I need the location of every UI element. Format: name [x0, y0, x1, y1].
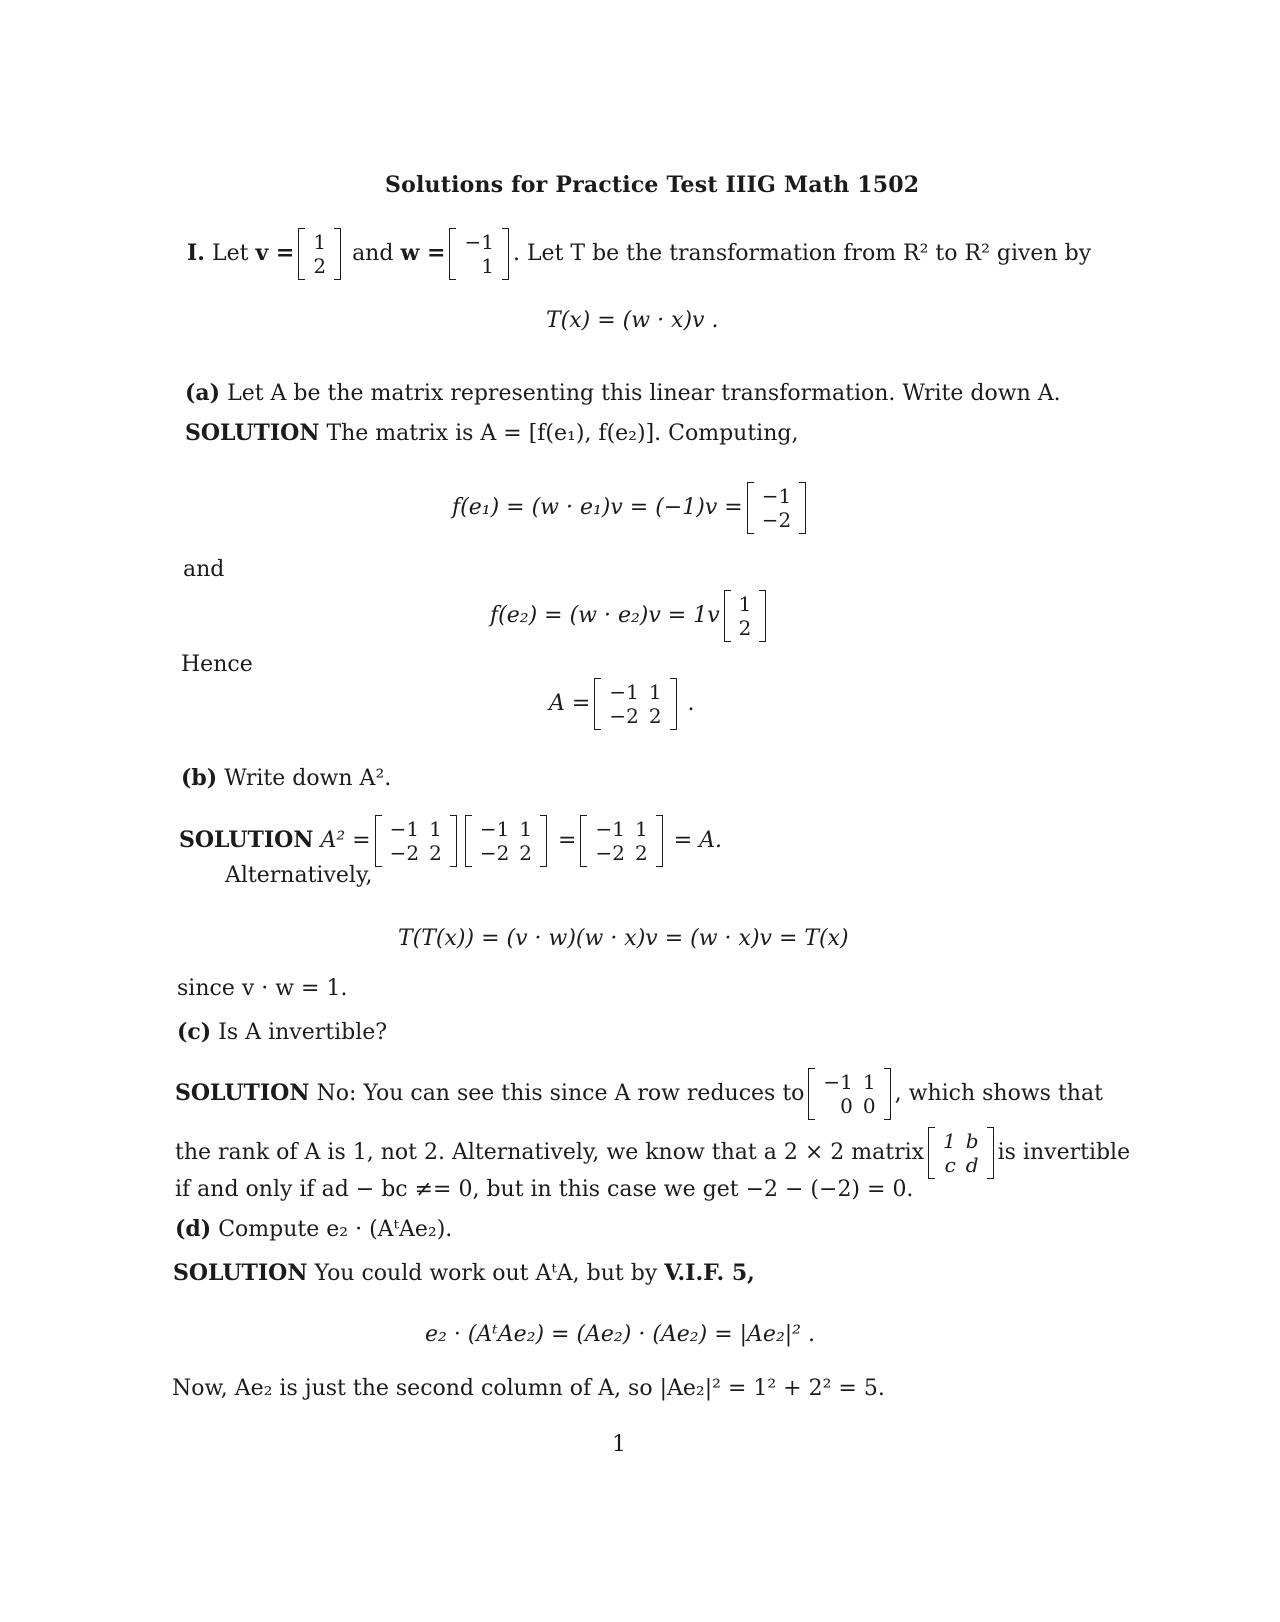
- solution-label: SOLUTION: [179, 827, 314, 853]
- since-text: since v · w = 1.: [177, 976, 348, 1001]
- matrix-entry: −1: [609, 680, 639, 704]
- part-c-question: [177, 1019, 387, 1046]
- part-c-label: (c): [177, 1019, 212, 1045]
- matrix-entry: 1: [648, 680, 662, 704]
- part-c-line2-b: is invertible: [997, 1140, 1131, 1165]
- part-d-conclusion: Now, Ae₂ is just the second column of A, so |Ae₂|² = 1² + 2² = 5.: [172, 1376, 885, 1401]
- eq3-period: .: [687, 691, 695, 716]
- matrix-entry: −1: [464, 230, 494, 254]
- a-squared-lhs: A² =: [320, 828, 371, 853]
- page-title: Solutions for Practice Test IIIG Math 1502: [385, 172, 920, 198]
- matrix-entry: b: [965, 1129, 979, 1153]
- eq1-text: f(e₁) = (w · e₁)v = (−1)v =: [452, 495, 743, 520]
- part-a-question-text: Let A be the matrix representing this linear transformation. Write down A.: [227, 381, 1061, 406]
- eq2-text: f(e₂) = (w · e₂)v = 1v: [490, 603, 720, 628]
- w-matrix: [449, 228, 508, 280]
- matrix-entry: 2: [313, 254, 327, 278]
- A-matrix: [594, 678, 676, 730]
- matrix-product: [580, 815, 662, 867]
- part-b-label: (b): [181, 765, 218, 791]
- part-a-solution-text: The matrix is A = [f(e₁), f(e₂)]. Computing,: [326, 421, 799, 446]
- matrix-entry: −2: [595, 841, 625, 865]
- part-c-line1-a: No: You can see this since A row reduces to: [316, 1081, 805, 1106]
- matrix-entry: −1: [389, 817, 420, 841]
- part-d-question-text: Compute e₂ · (AᵗAe₂).: [218, 1217, 453, 1242]
- matrix-entry: −2: [389, 841, 420, 865]
- matrix-entry: 1: [313, 230, 327, 254]
- part-b-question-text: Write down A².: [224, 766, 392, 791]
- matrix-entry: 1: [481, 254, 494, 278]
- part-c-line1-b: , which shows that: [894, 1081, 1103, 1106]
- matrix-entry: 1: [429, 817, 442, 841]
- part-d-label: (d): [175, 1216, 212, 1242]
- vif-reference: V.I.F. 5,: [664, 1260, 755, 1286]
- part-c-question-text: Is A invertible?: [218, 1020, 388, 1045]
- part-c-solution-line3: if and only if ad − bc ≠= 0, but in this case we get −2 − (−2) = 0.: [175, 1177, 914, 1202]
- part-c-solution-line1: [175, 1068, 1103, 1120]
- matrix-entry: 1: [519, 817, 533, 841]
- part-a-question: [185, 380, 1061, 407]
- matrix-entry: −1: [823, 1070, 853, 1094]
- part-a-eq1: [452, 482, 810, 534]
- matrix-entry: 2: [519, 841, 533, 865]
- equals-sign: =: [558, 828, 577, 853]
- matrix-entry: −1: [595, 817, 625, 841]
- part-c-solution-line2: [175, 1127, 1130, 1179]
- matrix-entry: 1: [738, 592, 752, 616]
- problem-label: I.: [187, 240, 205, 266]
- matrix-factor-2: [465, 815, 547, 867]
- solution-label: SOLUTION: [175, 1080, 310, 1106]
- part-a-eq3: [549, 678, 695, 730]
- solution-label: SOLUTION: [185, 420, 320, 446]
- matrix-entry: 0: [840, 1094, 853, 1118]
- matrix-entry: c: [944, 1153, 956, 1177]
- part-b-question: [181, 765, 391, 792]
- matrix-entry: 1: [943, 1129, 956, 1153]
- w-definition: w =: [400, 240, 446, 266]
- matrix-entry: d: [965, 1153, 979, 1177]
- matrix-entry: 1: [634, 817, 648, 841]
- part-a-solution: [185, 420, 798, 447]
- v-definition: v =: [255, 240, 295, 266]
- and-text: and: [183, 557, 225, 582]
- matrix-entry: 1: [862, 1070, 876, 1094]
- matrix-entry: −2: [761, 508, 792, 532]
- part-a-label: (a): [185, 380, 221, 406]
- part-d-question: [175, 1216, 452, 1243]
- part-b-solution: [179, 815, 722, 867]
- and-word: and: [352, 241, 394, 266]
- matrix-entry: −1: [479, 817, 510, 841]
- matrix-entry: 2: [634, 841, 648, 865]
- part-d-solution: [173, 1260, 755, 1287]
- intro-rest: . Let T be the transformation from R² to R² given by: [512, 241, 1092, 266]
- part-a-eq2: [490, 590, 770, 642]
- v-matrix: [298, 228, 341, 280]
- solution-label: SOLUTION: [173, 1260, 308, 1286]
- matrix-entry: 2: [429, 841, 442, 865]
- matrix-entry: −2: [609, 704, 639, 728]
- matrix-entry: 2: [648, 704, 662, 728]
- rref-matrix: [808, 1068, 890, 1120]
- part-c-line2-a: the rank of A is 1, not 2. Alternatively, we know that a 2 × 2 matrix: [175, 1140, 925, 1165]
- result-text: = A.: [673, 828, 722, 853]
- problem-intro: [187, 228, 1091, 280]
- eq3-text: A =: [549, 691, 591, 716]
- alternatively-text: Alternatively,: [225, 863, 373, 888]
- matrix-entry: 0: [862, 1094, 876, 1118]
- part-d-equation: e₂ · (AᵗAe₂) = (Ae₂) · (Ae₂) = |Ae₂|² .: [425, 1322, 815, 1347]
- matrix-factor-1: [375, 815, 457, 867]
- eq2-matrix: [724, 590, 767, 642]
- transformation-definition: T(x) = (w · x)v .: [546, 308, 719, 333]
- part-b-composition-eq: T(T(x)) = (v · w)(w · x)v = (w · x)v = T(x): [398, 926, 849, 951]
- hence-text: Hence: [181, 652, 253, 677]
- part-d-solution-text: You could work out AᵗA, but by: [314, 1261, 658, 1286]
- eq1-matrix: [747, 482, 806, 534]
- matrix-entry: −1: [761, 484, 792, 508]
- matrix-entry: 2: [738, 616, 752, 640]
- intro-let: Let: [211, 241, 249, 266]
- page-number: 1: [612, 1432, 626, 1457]
- abcd-matrix: [928, 1127, 994, 1179]
- matrix-entry: −2: [479, 841, 510, 865]
